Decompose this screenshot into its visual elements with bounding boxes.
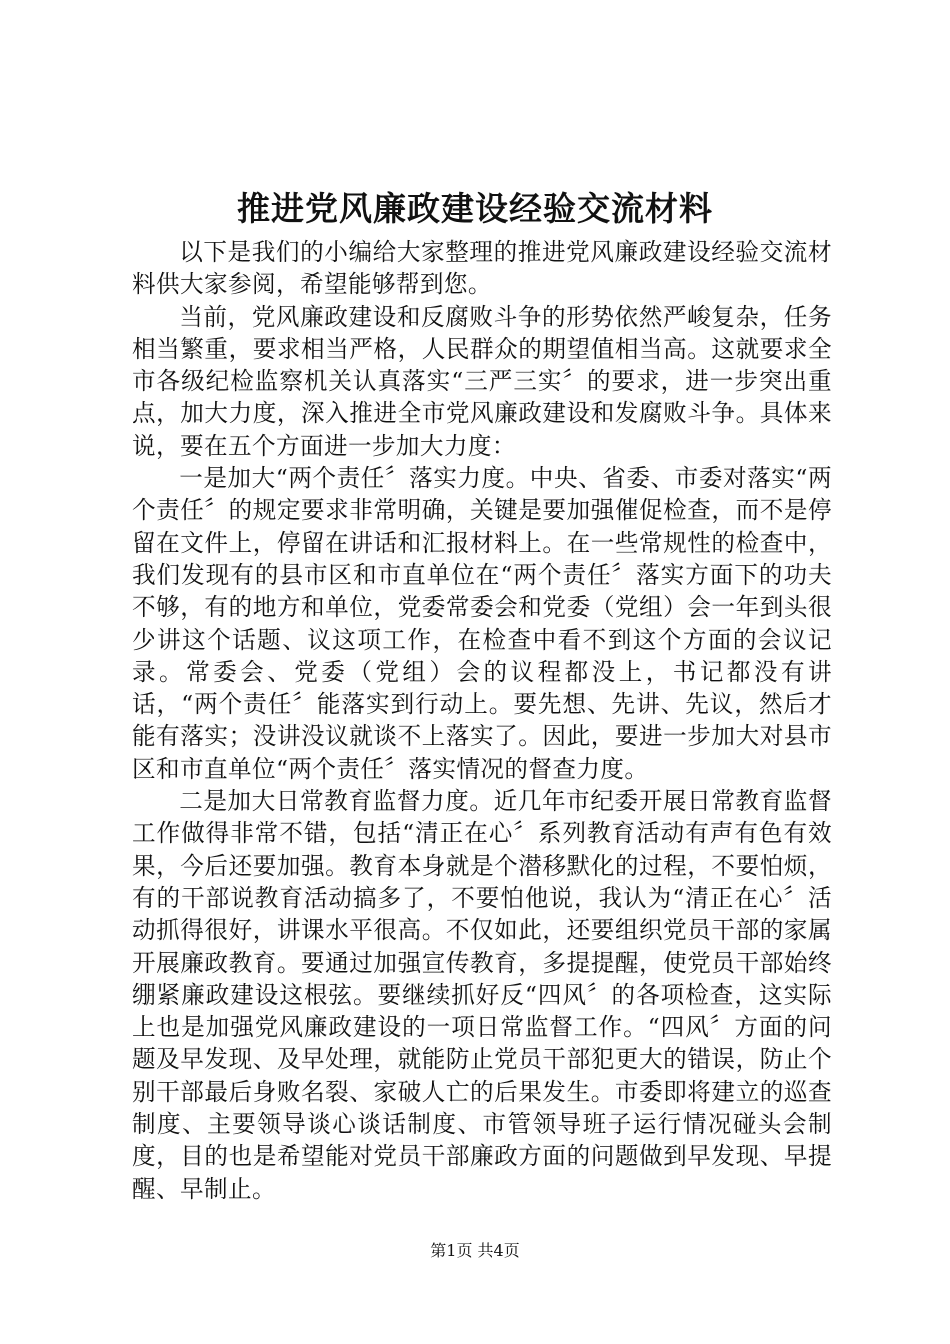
document-title: 推进党风廉政建设经验交流材料: [237, 189, 713, 228]
paragraph-point-two: 二是加大日常教育监督力度。近几年市纪委开展日常教育监督工作做得非常不错，包括“清正在心〞系列教育活动有声有色有效果，今后还要加强。教育本身就是个潜移默化的过程，不要怕烦，有的干部说教育活动搞多了，不要怕他说，我认为“清正在心〞活动抓得很好，讲课水平很高。不仅如此，还要组织党员干部的家属开展廉政教育。要通过加强宣传教育，多提提醒，使党员干部始终绷紧廉政建设这根弦。要继续抓好反“四风〞的各项检查，这实际上也是加强党风廉政建设的一项日常监督工作。“四风〞方面的问题及早发现、及早处理，就能防止党员干部犯更大的错误，防止个别干部最后身败名裂、家破人亡的后果发生。市委即将建立的巡查制度、主要领导谈心谈话制度、市管领导班子运行情况碰头会制度，目的也是希望能对党员干部廉政方面的问题做到早发现、早提醒、早制止。: [132, 787, 832, 1203]
paragraph-intro: 以下是我们的小编给大家整理的推进党风廉政建设经验交流材料供大家参阅，希望能够帮到您。: [132, 238, 832, 299]
paragraph-current-situation: 当前，党风廉政建设和反腐败斗争的形势依然严峻复杂，任务相当繁重，要求相当严格，人民群众的期望值相当高。这就要求全市各级纪检监察机关认真落实“三严三实〞的要求，进一步突出重点，加大力度，深入推进全市党风廉政建设和发腐败斗争。具体来说，要在五个方面进一步加大力度：: [132, 302, 832, 460]
page-number-footer: 第1页 共4页: [430, 1241, 520, 1260]
document-body: [132, 236, 832, 1205]
paragraph-point-one: 一是加大“两个责任〞落实力度。中央、省委、市委对落实“两个责任〞的规定要求非常明确，关键是要加强催促检查，而不是停留在文件上，停留在讲话和汇报材料上。在一些常规性的检查中，我们发现有的县市区和市直单位在“两个责任〞落实方面下的功夫不够，有的地方和单位，党委常委会和党委（党组）会一年到头很少讲这个话题、议这项工作，在检查中看不到这个方面的会议记录。常委会、党委（党组）会的议程都没上，书记都没有讲话，“两个责任〞能落实到行动上。要先想、先讲、先议，然后才能有落实；没讲没议就谈不上落实了。因此，要进一步加大对县市区和市直单位“两个责任〞落实情况的督查力度。: [132, 464, 832, 783]
